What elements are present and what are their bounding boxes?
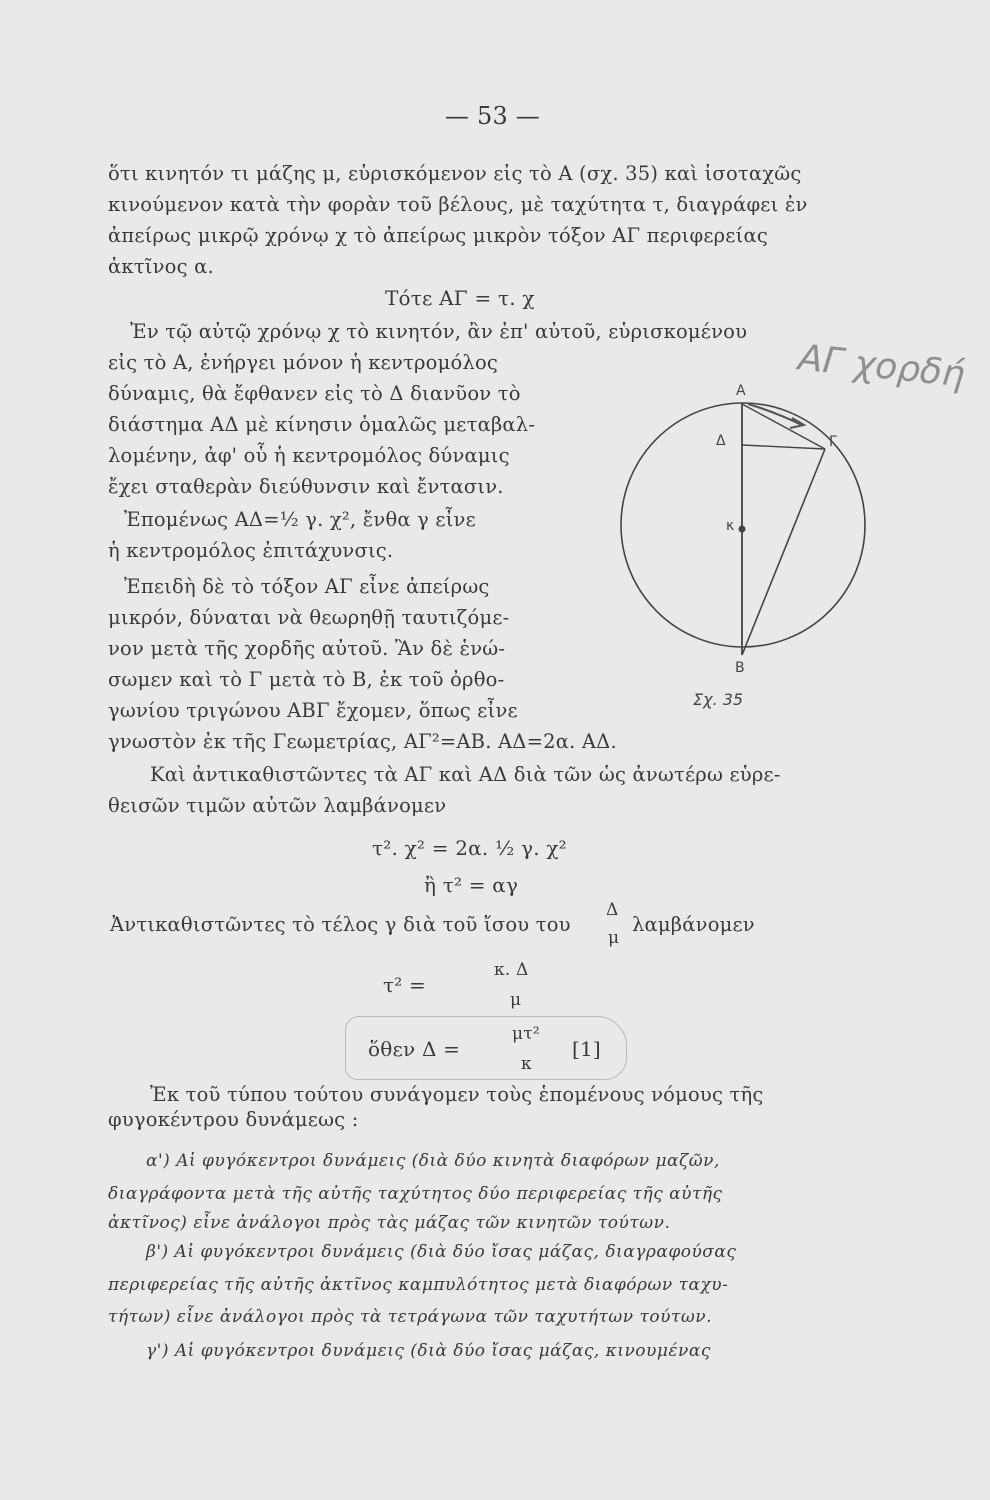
label-D: Δ: [716, 433, 726, 449]
text-line: εἰς τὸ Α, ἐνήργει μόνον ἡ κεντρομόλος: [108, 351, 499, 374]
text-line: ἀκτῖνος) εἶνε ἀνάλογοι πρὸς τὰς μάζας τῶν κινητῶν τούτων.: [108, 1213, 671, 1233]
equation-4-denominator: κ: [521, 1054, 532, 1074]
equation-1: τ². χ² = 2α. ½ γ. χ²: [372, 836, 567, 860]
text-line: διαγράφοντα μετὰ τῆς αὐτῆς ταχύτητος δύο περιφερείας τῆς αὐτῆς: [108, 1184, 723, 1204]
text-line: γωνίου τριγώνου ΑΒΓ ἔχομεν, ὅπως εἶνε: [108, 699, 518, 722]
text-line: θεισῶν τιμῶν αὐτῶν λαμβάνομεν: [108, 794, 447, 817]
label-G: Γ: [829, 434, 837, 450]
text-line: ἀπείρως μικρῷ χρόνῳ χ τὸ ἀπείρως μικρὸν τόξον ΑΓ περιφερείας: [108, 224, 768, 247]
text-line: γ') Αἱ φυγόκεντροι δυνάμεις (διὰ δύο ἴσας μάζας, κινουμένας: [146, 1341, 711, 1361]
text-line: κινούμενον κατὰ τὴν φορὰν τοῦ βέλους, μὲ ταχύτητα τ, διαγράφει ἐν: [108, 193, 808, 216]
chord-GB: [742, 449, 825, 655]
handwritten-note: ΑΓ χορδή: [796, 337, 967, 396]
fraction-numerator: Δ: [606, 900, 619, 920]
label-A: Α: [736, 383, 746, 399]
segment-DG: [742, 445, 825, 449]
equation-4-lhs: ὅθεν Δ =: [368, 1037, 461, 1061]
text-line: νον μετὰ τῆς χορδῆς αὐτοῦ. Ἂν δὲ ἑνώ-: [108, 637, 506, 660]
text-line: β') Αἱ φυγόκεντροι δυνάμεις (διὰ δύο ἴσας μάζας, διαγραφούσας: [146, 1242, 737, 1262]
text-line: μικρόν, δύναται νὰ θεωρηθῇ ταυτιζόμε-: [108, 606, 510, 629]
text-line: Ἐπειδὴ δὲ τὸ τόξον ΑΓ εἶνε ἀπείρως: [124, 575, 490, 598]
equation-3-numerator: κ. Δ: [494, 960, 529, 980]
text-line: περιφερείας τῆς αὐτῆς ἀκτῖνος καμπυλότητος μετὰ διαφόρων ταχυ-: [108, 1275, 729, 1295]
text-line: σωμεν καὶ τὸ Γ μετὰ τὸ Β, ἐκ τοῦ ὀρθο-: [108, 668, 505, 691]
center-point: [739, 526, 746, 533]
text-line: δύναμις, θὰ ἔφθανεν εἰς τὸ Δ διανῦον τὸ: [108, 382, 521, 405]
label-B: Β: [735, 660, 745, 676]
equation-tote: Τότε ΑΓ = τ. χ: [385, 286, 535, 310]
text-line: λαμβάνομεν: [632, 913, 755, 936]
equation-4-tag: [1]: [572, 1037, 601, 1061]
page-number: — 53 —: [445, 102, 540, 130]
fraction-denominator: μ: [608, 928, 620, 948]
text-line: Ἐκ τοῦ τύπου τούτου συνάγομεν τοὺς ἑπομένους νόμους τῆς: [150, 1083, 764, 1106]
text-line: ἔχει σταθερὰν διεύθυνσιν καὶ ἔντασιν.: [108, 475, 504, 498]
text-line: ἡ κεντρομόλος ἐπιτάχυνσις.: [108, 539, 394, 562]
text-line: ὅτι κινητόν τι μάζης μ, εὑρισκόμενον εἰς τὸ Α (σχ. 35) καὶ ἰσοταχῶς: [108, 162, 802, 185]
figure-caption: Σχ. 35: [693, 690, 744, 709]
text-line: Ἐπομένως ΑΔ=½ γ. χ², ἔνθα γ εἶνε: [124, 508, 476, 531]
equation-3-lhs: τ² =: [383, 973, 426, 997]
equation-2: ἢ τ² = αγ: [424, 873, 519, 897]
text-line: φυγοκέντρου δυνάμεως :: [108, 1108, 359, 1131]
text-line: α') Αἱ φυγόκεντροι δυνάμεις (διὰ δύο κινητὰ διαφόρων μαζῶν,: [146, 1151, 720, 1171]
equation-4-numerator: μτ²: [512, 1024, 540, 1044]
text-line: λομένην, ἀφ' οὗ ἡ κεντρομόλος δύναμις: [108, 444, 510, 467]
equation-3-denominator: μ: [510, 990, 522, 1010]
text-line: Καὶ ἀντικαθιστῶντες τὰ ΑΓ καὶ ΑΔ διὰ τῶν ὡς ἀνωτέρω εὑρε-: [150, 763, 781, 786]
text-line: διάστημα ΑΔ μὲ κίνησιν ὁμαλῶς μεταβαλ-: [108, 413, 536, 436]
text-line: Ἐν τῷ αὐτῷ χρόνῳ χ τὸ κινητόν, ἂν ἐπ' αὐτοῦ, εὑρισκομένου: [130, 320, 748, 343]
text-line: Ἀντικαθιστῶντες τὸ τέλος γ διὰ τοῦ ἴσου του: [110, 913, 571, 936]
text-line: τήτων) εἶνε ἀνάλογοι πρὸς τὰ τετράγωνα τῶν ταχυτήτων τούτων.: [108, 1307, 713, 1327]
text-line: ἀκτῖνος α.: [108, 255, 214, 278]
text-line: γνωστὸν ἐκ τῆς Γεωμετρίας, ΑΓ²=ΑΒ. ΑΔ=2α. ΑΔ.: [108, 730, 617, 753]
label-K: κ: [726, 518, 735, 534]
